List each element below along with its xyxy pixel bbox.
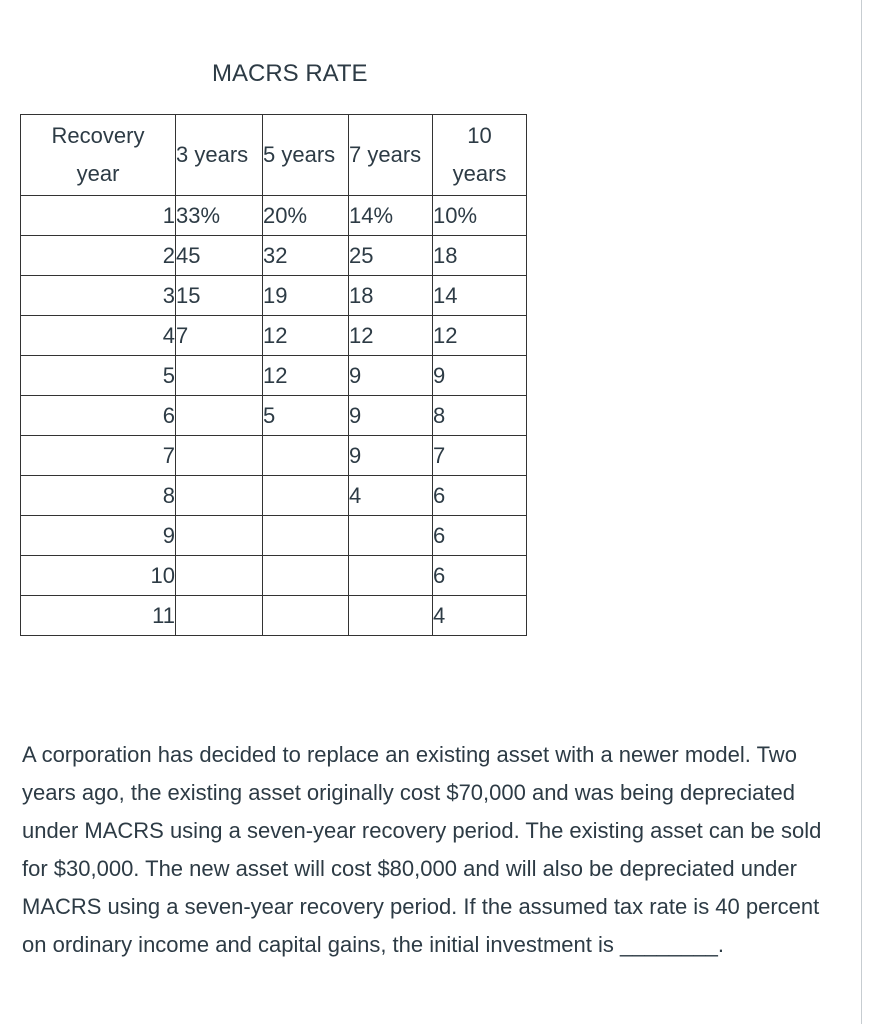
recovery-year-cell: 11	[21, 596, 176, 636]
rate-10-year-cell: 4	[433, 596, 527, 636]
rate-3-year-cell	[176, 516, 263, 556]
recovery-year-cell: 9	[21, 516, 176, 556]
recovery-year-cell: 6	[21, 396, 176, 436]
header-10-years	[433, 115, 527, 196]
macrs-rate-table	[20, 114, 527, 636]
table-row	[21, 556, 527, 596]
recovery-year-cell: 10	[21, 556, 176, 596]
rate-5-year-cell: 12	[263, 356, 349, 396]
rate-10-year-cell: 8	[433, 396, 527, 436]
recovery-year-cell: 5	[21, 356, 176, 396]
rate-3-year-cell	[176, 436, 263, 476]
rate-7-year-cell: 4	[349, 476, 433, 516]
table-row	[21, 596, 527, 636]
table-row	[21, 476, 527, 516]
header-10-line1: 10	[467, 123, 492, 148]
rate-10-year-cell: 18	[433, 236, 527, 276]
rate-3-year-cell: 7	[176, 316, 263, 356]
header-10-line2: years	[452, 161, 507, 186]
rate-7-year-cell: 9	[349, 356, 433, 396]
table-row	[21, 196, 527, 236]
recovery-year-cell: 3	[21, 276, 176, 316]
rate-3-year-cell: 15	[176, 276, 263, 316]
rate-3-year-cell	[176, 396, 263, 436]
table-row	[21, 516, 527, 556]
header-recovery-line2: year	[76, 161, 120, 186]
header-3-years: 3 years	[176, 115, 263, 196]
table-row	[21, 396, 527, 436]
rate-10-year-cell: 6	[433, 516, 527, 556]
rate-7-year-cell: 9	[349, 396, 433, 436]
question-text: A corporation has decided to replace an existing asset with a newer model. Two years ago, the existing asset originally cost $70,000 and was being depreciated under MACRS using a seven-year recovery period. The existing asset can be sold for $30,000. The new asset will cost $80,000 and will also be depreciated under MACRS using a seven-year recovery period. If the assumed tax rate is 40 percent on ordinary income and capital gains, the initial investment is ________.	[22, 742, 822, 957]
rate-7-year-cell	[349, 556, 433, 596]
rate-3-year-cell: 33%	[176, 196, 263, 236]
rate-7-year-cell: 25	[349, 236, 433, 276]
rate-5-year-cell: 19	[263, 276, 349, 316]
rate-5-year-cell: 32	[263, 236, 349, 276]
recovery-year-cell: 1	[21, 196, 176, 236]
rate-5-year-cell	[263, 516, 349, 556]
rate-10-year-cell: 6	[433, 556, 527, 596]
table-title: MACRS RATE	[212, 60, 368, 87]
rate-7-year-cell: 18	[349, 276, 433, 316]
rate-10-year-cell: 9	[433, 356, 527, 396]
recovery-year-cell: 2	[21, 236, 176, 276]
table-row	[21, 236, 527, 276]
rate-10-year-cell: 10%	[433, 196, 527, 236]
rate-7-year-cell: 14%	[349, 196, 433, 236]
rate-5-year-cell	[263, 556, 349, 596]
rate-3-year-cell	[176, 556, 263, 596]
rate-3-year-cell	[176, 596, 263, 636]
rate-3-year-cell	[176, 476, 263, 516]
recovery-year-cell: 8	[21, 476, 176, 516]
right-border-divider	[861, 0, 862, 1024]
recovery-year-cell: 4	[21, 316, 176, 356]
rate-7-year-cell: 9	[349, 436, 433, 476]
rate-5-year-cell	[263, 476, 349, 516]
rate-3-year-cell	[176, 356, 263, 396]
header-recovery-line1: Recovery	[51, 123, 145, 148]
table-row	[21, 316, 527, 356]
rate-5-year-cell	[263, 436, 349, 476]
header-5-years: 5 years	[263, 115, 349, 196]
table-row	[21, 356, 527, 396]
rate-10-year-cell: 14	[433, 276, 527, 316]
table-row	[21, 276, 527, 316]
rate-10-year-cell: 6	[433, 476, 527, 516]
rate-5-year-cell: 5	[263, 396, 349, 436]
rate-10-year-cell: 12	[433, 316, 527, 356]
rate-7-year-cell	[349, 516, 433, 556]
recovery-year-cell: 7	[21, 436, 176, 476]
rate-3-year-cell: 45	[176, 236, 263, 276]
rate-10-year-cell: 7	[433, 436, 527, 476]
header-recovery-year	[21, 115, 176, 196]
rate-7-year-cell: 12	[349, 316, 433, 356]
table-row	[21, 436, 527, 476]
rate-5-year-cell: 20%	[263, 196, 349, 236]
rate-5-year-cell: 12	[263, 316, 349, 356]
rate-7-year-cell	[349, 596, 433, 636]
header-7-years: 7 years	[349, 115, 433, 196]
table-header-row	[21, 115, 527, 196]
rate-5-year-cell	[263, 596, 349, 636]
